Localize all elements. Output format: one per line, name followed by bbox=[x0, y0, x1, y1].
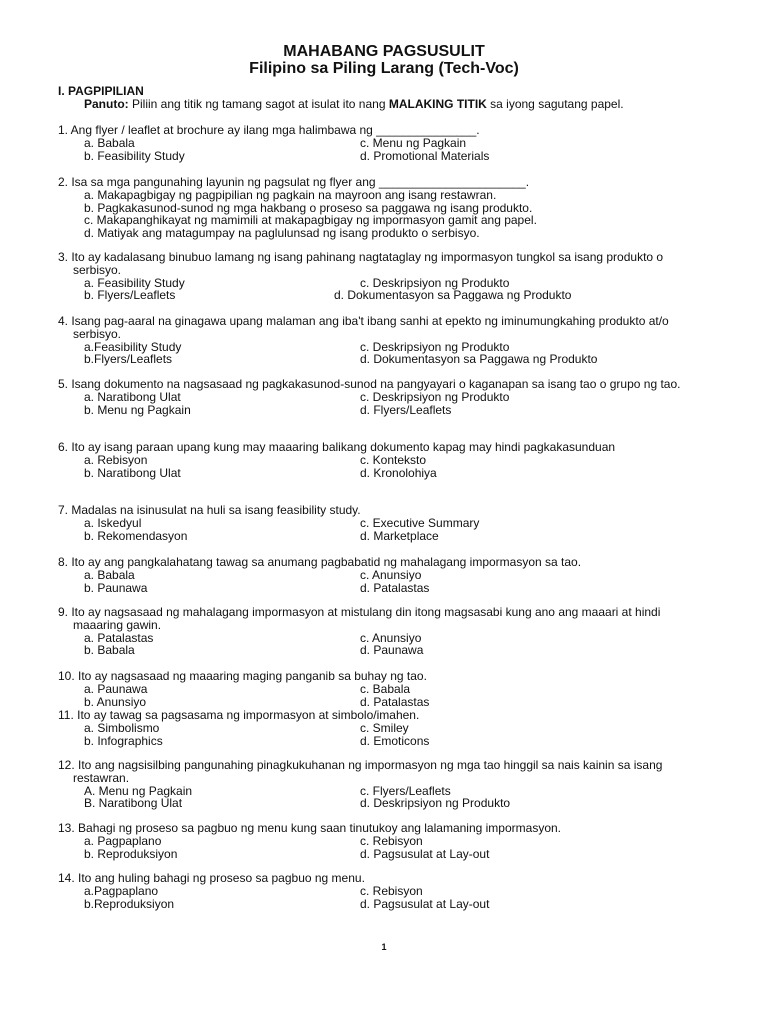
question bbox=[58, 670, 698, 708]
option-list bbox=[58, 785, 698, 811]
option: c. Anunsiyo bbox=[360, 567, 422, 582]
question bbox=[58, 556, 698, 594]
question-stem: 13. Bahagi ng proseso sa pagbuo ng menu kung saan tinutukoy ang lalamaning impormasyon. bbox=[58, 821, 561, 835]
question bbox=[58, 124, 698, 162]
option: c. Konteksto bbox=[360, 452, 427, 467]
instructions-label: Panuto: bbox=[84, 97, 129, 111]
instructions-text-end: sa iyong sagutang papel. bbox=[486, 97, 624, 111]
option: c. Anunsiyo bbox=[360, 630, 422, 645]
question bbox=[58, 504, 698, 542]
question-stem: 3. Ito ay kadalasang binubuo lamang ng isang pahinang nagtataglay ng impormasyon tungkol sa isang produkto o serbisyo. bbox=[58, 250, 664, 277]
option: a. Paunawa bbox=[84, 681, 148, 696]
option: d. Marketplace bbox=[360, 528, 439, 543]
option: b. Menu ng Pagkain bbox=[84, 402, 191, 417]
option-list bbox=[58, 569, 698, 595]
option-list bbox=[58, 189, 698, 240]
option: a.Feasibility Study bbox=[84, 339, 182, 354]
option-list bbox=[58, 277, 698, 303]
option: b. Anunsiyo bbox=[84, 694, 147, 709]
option: d. Pagsusulat at Lay-out bbox=[360, 846, 490, 861]
question bbox=[58, 378, 698, 416]
option: a. Patalastas bbox=[84, 630, 154, 645]
option: c. Smiley bbox=[360, 720, 409, 735]
option: d. Pagsusulat at Lay-out bbox=[360, 896, 490, 911]
option: b. Feasibility Study bbox=[84, 148, 185, 163]
question-stem: 5. Isang dokumento na nagsasaad ng pagkakasunod-sunod na pangyayari o kaganapan sa isang tao o grupo ng tao. bbox=[58, 377, 681, 391]
question bbox=[58, 759, 698, 810]
option: c. Deskripsiyon ng Produkto bbox=[360, 275, 510, 290]
option-list bbox=[58, 454, 698, 480]
option: d. Kronolohiya bbox=[360, 465, 437, 480]
option: b. Pagkakasunod-sunod ng mga hakbang o proseso sa paggawa ng isang produkto. bbox=[84, 200, 533, 215]
question-stem: 6. Ito ay isang paraan upang kung may maaaring balikang dokumento kapag may hindi pagkakasunduan bbox=[58, 440, 616, 454]
question bbox=[58, 606, 698, 657]
option-list bbox=[58, 341, 698, 367]
question-stem: 1. Ang flyer / leaflet at brochure ay ilang mga halimbawa ng _______________. bbox=[58, 123, 480, 137]
option: c. Flyers/Leaflets bbox=[360, 783, 451, 798]
option: a. Babala bbox=[84, 135, 135, 150]
option: b.Flyers/Leaflets bbox=[84, 352, 173, 367]
option: b.Reproduksiyon bbox=[84, 896, 175, 911]
option: d. Flyers/Leaflets bbox=[360, 402, 452, 417]
question-stem: 9. Ito ay nagsasaad ng mahalagang impormasyon at mistulang din itong magsasabi kung ano ang maaari at hindi maaaring gawin. bbox=[58, 605, 661, 632]
option: A. Menu ng Pagkain bbox=[84, 783, 193, 798]
option: b. Paunawa bbox=[84, 580, 148, 595]
option: d. Matiyak ang matagumpay na paglulunsad ng isang produkto o serbisyo. bbox=[84, 226, 480, 241]
question-stem: 2. Isa sa mga pangunahing layunin ng pagsulat ng flyer ang ______________________. bbox=[58, 175, 530, 189]
option: c. Makapanghikayat ng mamimili at makapagbigay ng impormasyon gamit ang papel. bbox=[84, 213, 537, 228]
section-heading: I. PAGPIPILIAN bbox=[58, 84, 144, 98]
option: b. Naratibong Ulat bbox=[84, 465, 181, 480]
option: d. Paunawa bbox=[360, 643, 424, 658]
question-stem: 14. Ito ang huling bahagi ng proseso sa pagbuo ng menu. bbox=[58, 871, 365, 885]
question-stem: 10. Ito ay nagsasaad ng maaaring maging panganib sa buhay ng tao. bbox=[58, 669, 427, 683]
option: c. Deskripsiyon ng Produkto bbox=[360, 339, 510, 354]
question-stem: 12. Ito ang nagsisilbing pangunahing pinagkukuhanan ng impormasyon ng mga tao hinggil sa nais kainin sa isang restawran. bbox=[58, 758, 663, 785]
option: c. Rebisyon bbox=[360, 883, 423, 898]
question-stem: 4. Isang pag-aaral na ginagawa upang malaman ang iba't ibang sanhi at epekto ng iminumungkahing produkto at/o serbisyo. bbox=[58, 314, 669, 341]
option: a.Pagpaplano bbox=[84, 883, 159, 898]
instructions-text: Piliin ang titik ng tamang sagot at isulat ito nang bbox=[128, 97, 389, 111]
question bbox=[58, 176, 698, 240]
question bbox=[58, 251, 698, 302]
question bbox=[58, 709, 698, 747]
option-list bbox=[58, 835, 698, 861]
option: b. Reproduksiyon bbox=[84, 846, 178, 861]
option: d. Dokumentasyon sa Paggawa ng Produkto bbox=[334, 288, 572, 303]
option: d. Patalastas bbox=[360, 694, 430, 709]
option: a. Simbolismo bbox=[84, 720, 160, 735]
option: B. Naratibong Ulat bbox=[84, 796, 183, 811]
option: a. Feasibility Study bbox=[84, 275, 185, 290]
page-subtitle: Filipino sa Piling Larang (Tech-Voc) bbox=[249, 60, 519, 77]
option: d. Patalastas bbox=[360, 580, 430, 595]
option: c. Menu ng Pagkain bbox=[360, 135, 467, 150]
option-list bbox=[58, 517, 698, 543]
option: b. Babala bbox=[84, 643, 135, 658]
option: d. Deskripsiyon ng Produkto bbox=[360, 796, 511, 811]
option: c. Executive Summary bbox=[360, 515, 480, 530]
option: a. Naratibong Ulat bbox=[84, 389, 181, 404]
question-stem: 11. Ito ay tawag sa pagsasama ng impormasyon at simbolo/imahen. bbox=[58, 708, 420, 722]
option: c. Rebisyon bbox=[360, 833, 423, 848]
option: c. Deskripsiyon ng Produkto bbox=[360, 389, 510, 404]
question bbox=[58, 872, 698, 910]
question bbox=[58, 441, 698, 479]
page-number: 1 bbox=[381, 942, 387, 952]
question bbox=[58, 822, 698, 860]
option: a. Makapagbigay ng pagpipilian ng pagkain na mayroon ang isang restawran. bbox=[84, 187, 497, 202]
question-stem: 8. Ito ay ang pangkalahatang tawag sa anumang pagbabatid ng mahalagang impormasyon sa tao. bbox=[58, 555, 582, 569]
page-title: MAHABANG PAGSUSULIT bbox=[283, 43, 485, 60]
instructions-emphasis: MALAKING TITIK bbox=[388, 97, 487, 111]
option: a. Rebisyon bbox=[84, 452, 148, 467]
option-list bbox=[58, 137, 698, 163]
option: c. Babala bbox=[360, 681, 411, 696]
option-list bbox=[58, 391, 698, 417]
option: d. Emoticons bbox=[360, 733, 430, 748]
question bbox=[58, 315, 698, 366]
instructions bbox=[84, 97, 624, 111]
option: a. Pagpaplano bbox=[84, 833, 162, 848]
option: b. Rekomendasyon bbox=[84, 528, 188, 543]
option: a. Iskedyul bbox=[84, 515, 142, 530]
option: b. Infographics bbox=[84, 733, 163, 748]
option: b. Flyers/Leaflets bbox=[84, 288, 176, 303]
option-list bbox=[58, 683, 698, 709]
option: d. Promotional Materials bbox=[360, 148, 490, 163]
option: a. Babala bbox=[84, 567, 135, 582]
option-list bbox=[58, 722, 698, 748]
option-list bbox=[58, 632, 698, 658]
option: d. Dokumentasyon sa Paggawa ng Produkto bbox=[360, 352, 598, 367]
option-list bbox=[58, 885, 698, 911]
question-stem: 7. Madalas na isinusulat na huli sa isang feasibility study. bbox=[58, 503, 361, 517]
